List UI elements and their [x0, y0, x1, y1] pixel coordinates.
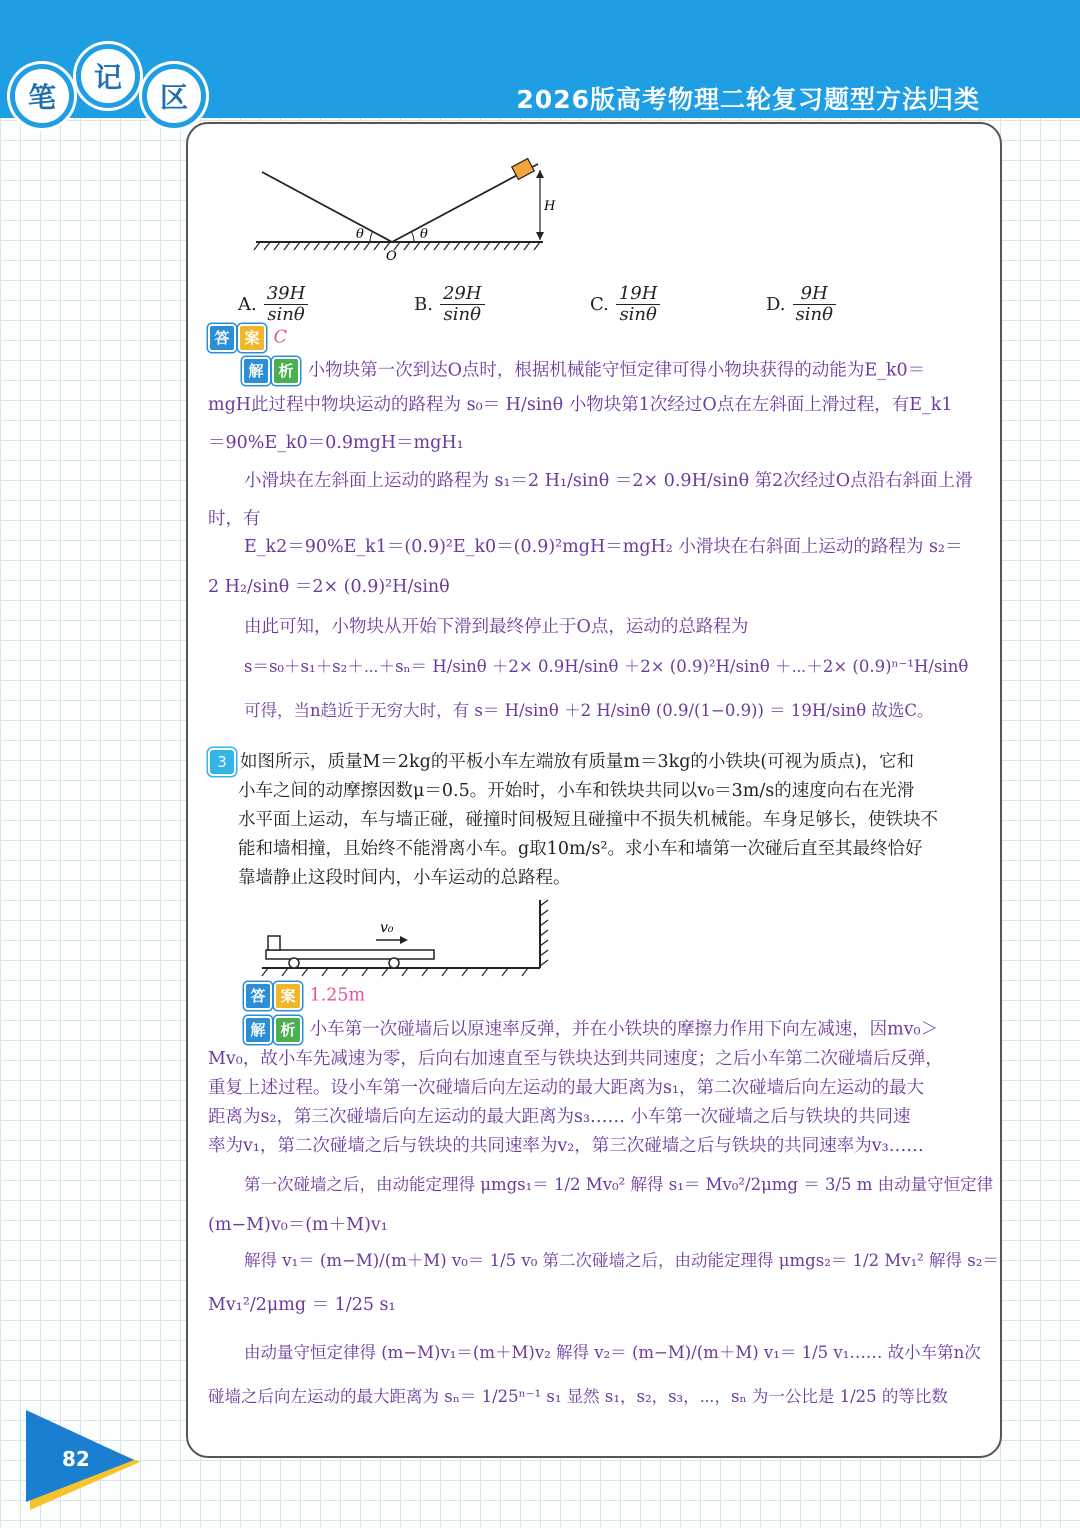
q2-line-7: 2 H₂/sinθ ＝2× (0.9)²H/sinθ	[208, 577, 450, 597]
q3-line-a8: 解得 v₁＝ (m−M)/(m＋M) v₀＝ 1/5 v₀ 第二次碰墙之后，由动能定理得 μmgs₂＝ 1/2 Mv₁² 解得 s₂＝	[244, 1251, 999, 1270]
theta-right-label: θ	[420, 227, 428, 242]
q3-line-a9: Mv₁²/2μmg ＝ 1/25 s₁	[208, 1295, 396, 1315]
question-number: 3	[208, 748, 236, 776]
velocity-label: v₀	[380, 920, 394, 936]
q3-line-a1: 解 析 小车第一次碰墙后以原速率反弹，并在小铁块的摩擦力作用下向左减速，因mv₀＞	[244, 1016, 980, 1044]
q2-line-10: 可得，当n趋近于无穷大时，有 s＝ H/sinθ ＋2 H/sinθ (0.9/(1−0.9)) ＝ 19H/sinθ 故选C。	[244, 701, 934, 720]
q3-line-2: 小车之间的动摩擦因数μ＝0.5。开始时，小车和铁块共同以v₀＝3m/s的速度向右在光滑	[238, 781, 915, 801]
q2-line-6: E_k2＝90%E_k1＝(0.9)²E_k0＝(0.9)²mgH＝mgH₂ 小滑块在右斜面上运动的路程为 s₂＝	[244, 537, 963, 557]
note-badge-1: 笔	[10, 64, 74, 128]
cart-figure	[258, 896, 558, 978]
content-card	[186, 122, 1002, 1458]
q2-line-5: 时，有	[208, 509, 261, 529]
q3-line-a10: 由动量守恒定律得 (m−M)v₁＝(m＋M)v₂ 解得 v₂＝ (m−M)/(m＋M) v₁＝ 1/5 v₁…… 故小车第n次	[244, 1343, 981, 1362]
q3-line-a5: 率为v₁，第二次碰墙之后与铁块的共同速率为v₂，第三次碰墙之后与铁块的共同速率为v₃……	[208, 1136, 924, 1156]
note-badge-2: 记	[76, 44, 140, 108]
option-c: C. $\frac{19H}{\sin\theta}$	[590, 284, 663, 325]
option-d: D. $\frac{9H}{\sin\theta}$	[766, 284, 839, 325]
q3-line-a6: 第一次碰墙之后，由动能定理得 μmgs₁＝ 1/2 Mv₀² 解得 s₁＝ Mv₀²/2μmg ＝ 3/5 m 由动量守恒定律	[244, 1175, 994, 1194]
option-b: B. $\frac{29H}{\sin\theta}$	[414, 284, 488, 325]
book-title: 2026版高考物理二轮复习题型方法归类	[516, 85, 980, 114]
q2-line-9: s＝s₀＋s₁＋s₂＋⋯＋sₙ＝ H/sinθ ＋2× 0.9H/sinθ ＋2× (0.9)²H/sinθ ＋⋯＋2× (0.9)ⁿ⁻¹H/sinθ	[244, 657, 969, 676]
q2-line-8: 由此可知，小物块从开始下滑到最终停止于O点，运动的总路程为	[244, 617, 749, 637]
q3-answer: 1.25m	[309, 985, 366, 1006]
q2-line-2: mgH此过程中物块运动的路程为 s₀＝ H/sinθ 小物块第1次经过O点在左斜面上滑过程，有E_k1	[208, 395, 953, 415]
q3-line-a7: (m−M)v₀＝(m＋M)v₁	[208, 1215, 388, 1235]
q3-answer-row	[244, 982, 980, 1010]
q3-line-a2: Mv₀，故小车先减速为零，后向右加速直至与铁块达到共同速度；之后小车第二次碰墙后反弹，	[208, 1049, 943, 1069]
q3-line-5: 靠墙静止这段时间内，小车运动的总路程。	[238, 868, 571, 888]
q3-line-3: 水平面上运动，车与墙正碰，碰撞时间极短且碰撞中不损失机械能。车身足够长，使铁块不	[238, 810, 938, 830]
q3-line-1: 3 如图所示，质量M＝2kg的平板小车左端放有质量m＝3kg的小铁块(可视为质点)，它和	[208, 748, 980, 776]
q2-line-4: 小滑块在左斜面上运动的路程为 s₁＝2 H₁/sinθ ＝2× 0.9H/sinθ 第2次经过O点沿右斜面上滑	[244, 471, 973, 491]
q3-line-a4: 距离为s₂，第三次碰墙后向左运动的最大距离为s₃…… 小车第一次碰墙之后与铁块的共同速	[208, 1107, 911, 1127]
analysis-tag: 解 析	[242, 357, 302, 385]
q3-line-a11: 碰墙之后向左运动的最大距离为 sₙ＝ 1/25ⁿ⁻¹ s₁ 显然 s₁，s₂，s₃，⋯，sₙ 为一公比是 1/25 的等比数	[208, 1387, 948, 1406]
point-o-label: O	[386, 249, 397, 264]
q2-line-3: ＝90%E_k0＝0.9mgH＝mgH₁	[208, 433, 464, 453]
height-label: H	[544, 199, 556, 214]
q2-answer-row	[208, 324, 980, 352]
q3-line-a3: 重复上述过程。设小车第一次碰墙后向左运动的最大距离为s₁，第二次碰墙后向左运动的最大	[208, 1078, 924, 1098]
option-a: A. $\frac{39H}{\sin\theta}$	[238, 284, 311, 325]
answer-tag-2: 答 案	[244, 982, 304, 1010]
answer-tag: 答 案	[208, 324, 268, 352]
incline-figure	[248, 154, 558, 264]
q2-line-1: 解 析 小物块第一次到达O点时，根据机械能守恒定律可得小物块获得的动能为E_k0＝	[242, 357, 980, 385]
page-number: 82	[62, 1447, 90, 1471]
q2-answer: C	[273, 327, 287, 348]
q3-line-4: 能和墙相撞，且始终不能滑离小车。g取10m/s²。求小车和墙第一次碰后直至其最终恰好	[238, 839, 923, 859]
theta-left-label: θ	[356, 227, 364, 242]
note-badge-3: 区	[142, 64, 206, 128]
analysis-tag-2: 解 析	[244, 1016, 304, 1044]
